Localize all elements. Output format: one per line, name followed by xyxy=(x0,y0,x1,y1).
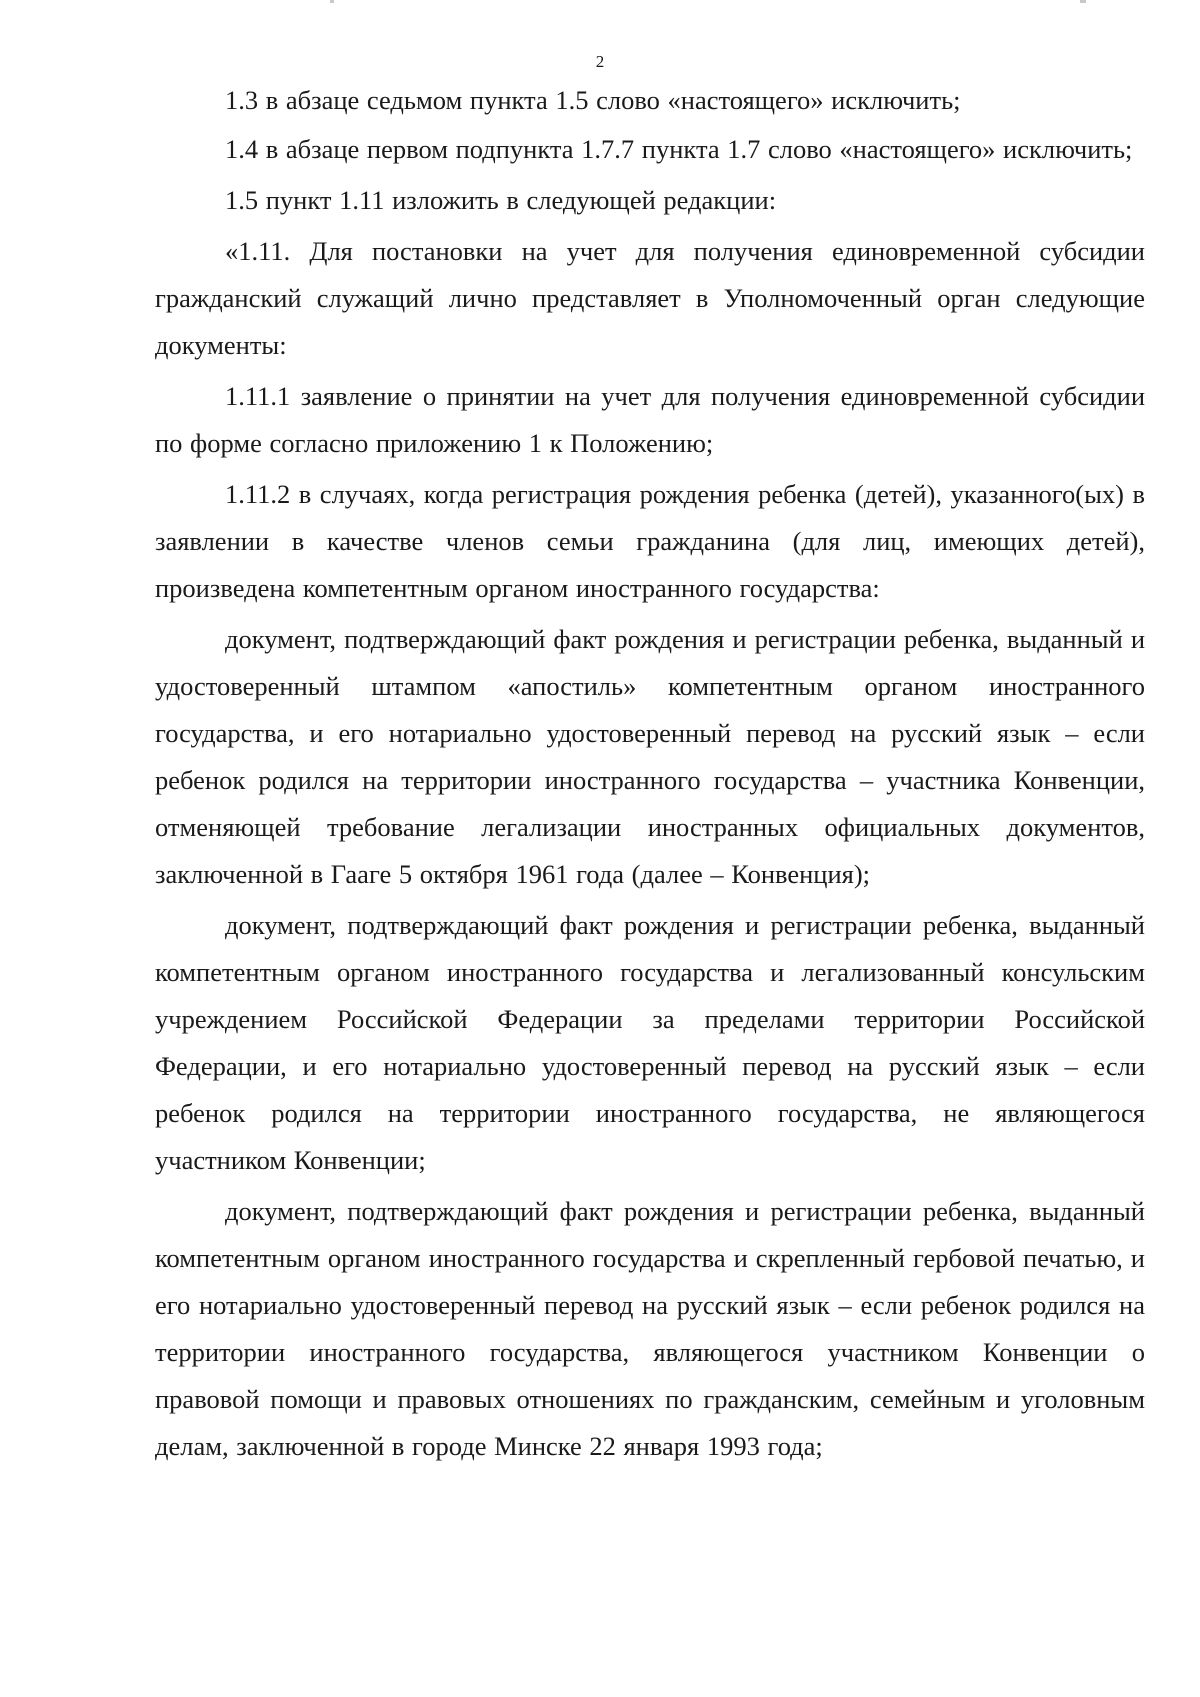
page-number: 2 xyxy=(595,52,605,71)
paragraph-apostille-document: документ, подтверждающий факт рождения и регистрации ребенка, выданный и удостоверенный штампом «апостиль» компетентным органом иностранного государства, и его нотариально удостоверенный перевод на русский язык – если ребенок родился на территории иностранного государства – участника Конвенции, отменяющей требование легализации иностранных официальных документов, заключенной в Гааге 5 октября 1961 года (далее – Конвенция); xyxy=(155,624,1145,889)
paragraph-legalized-document: документ, подтверждающий факт рождения и регистрации ребенка, выданный компетентным органом иностранного государства и легализованный консульским учреждением Российской Федерации за пределами территории Российской Федерации, и его нотариально удостоверенный перевод на русский язык – если ребенок родился на территории иностранного государства, не являющегося участником Конвенции; xyxy=(155,910,1145,1175)
document-body xyxy=(155,77,1145,1474)
paragraph-minsk-convention-document: документ, подтверждающий факт рождения и регистрации ребенка, выданный компетентным органом иностранного государства и скрепленный гербовой печатью, и его нотариально удостоверенный перевод на русский язык – если ребенок родился на территории иностранного государства, являющегося участником Конвенции о правовой помощи и правовых отношениях по гражданским, семейным и уголовным делам, заключенной в городе Минске 22 января 1993 года; xyxy=(155,1196,1145,1461)
paragraph-1-5: 1.5 пункт 1.11 изложить в следующей редакции: xyxy=(225,185,777,215)
paragraph-1-11-1: 1.11.1 заявление о принятии на учет для получения единовременной субсидии по форме согласно приложению 1 к Положению; xyxy=(155,381,1145,458)
scan-artifact xyxy=(330,0,334,3)
paragraph-1-11: «1.11. Для постановки на учет для получения единовременной субсидии гражданский служащий лично представляет в Уполномоченный орган следующие документы: xyxy=(155,236,1145,360)
paragraph-1-3: 1.3 в абзаце седьмом пункта 1.5 слово «настоящего» исключить; xyxy=(225,85,961,115)
scan-artifact xyxy=(1080,0,1086,3)
paragraph-1-4: 1.4 в абзаце первом подпункта 1.7.7 пункта 1.7 слово «настоящего» исключить; xyxy=(225,134,1133,164)
paragraph-1-11-2: 1.11.2 в случаях, когда регистрация рождения ребенка (детей), указанного(ых) в заявлении в качестве членов семьи гражданина (для лиц, имеющих детей), произведена компетентным органом иностранного государства: xyxy=(155,479,1145,603)
